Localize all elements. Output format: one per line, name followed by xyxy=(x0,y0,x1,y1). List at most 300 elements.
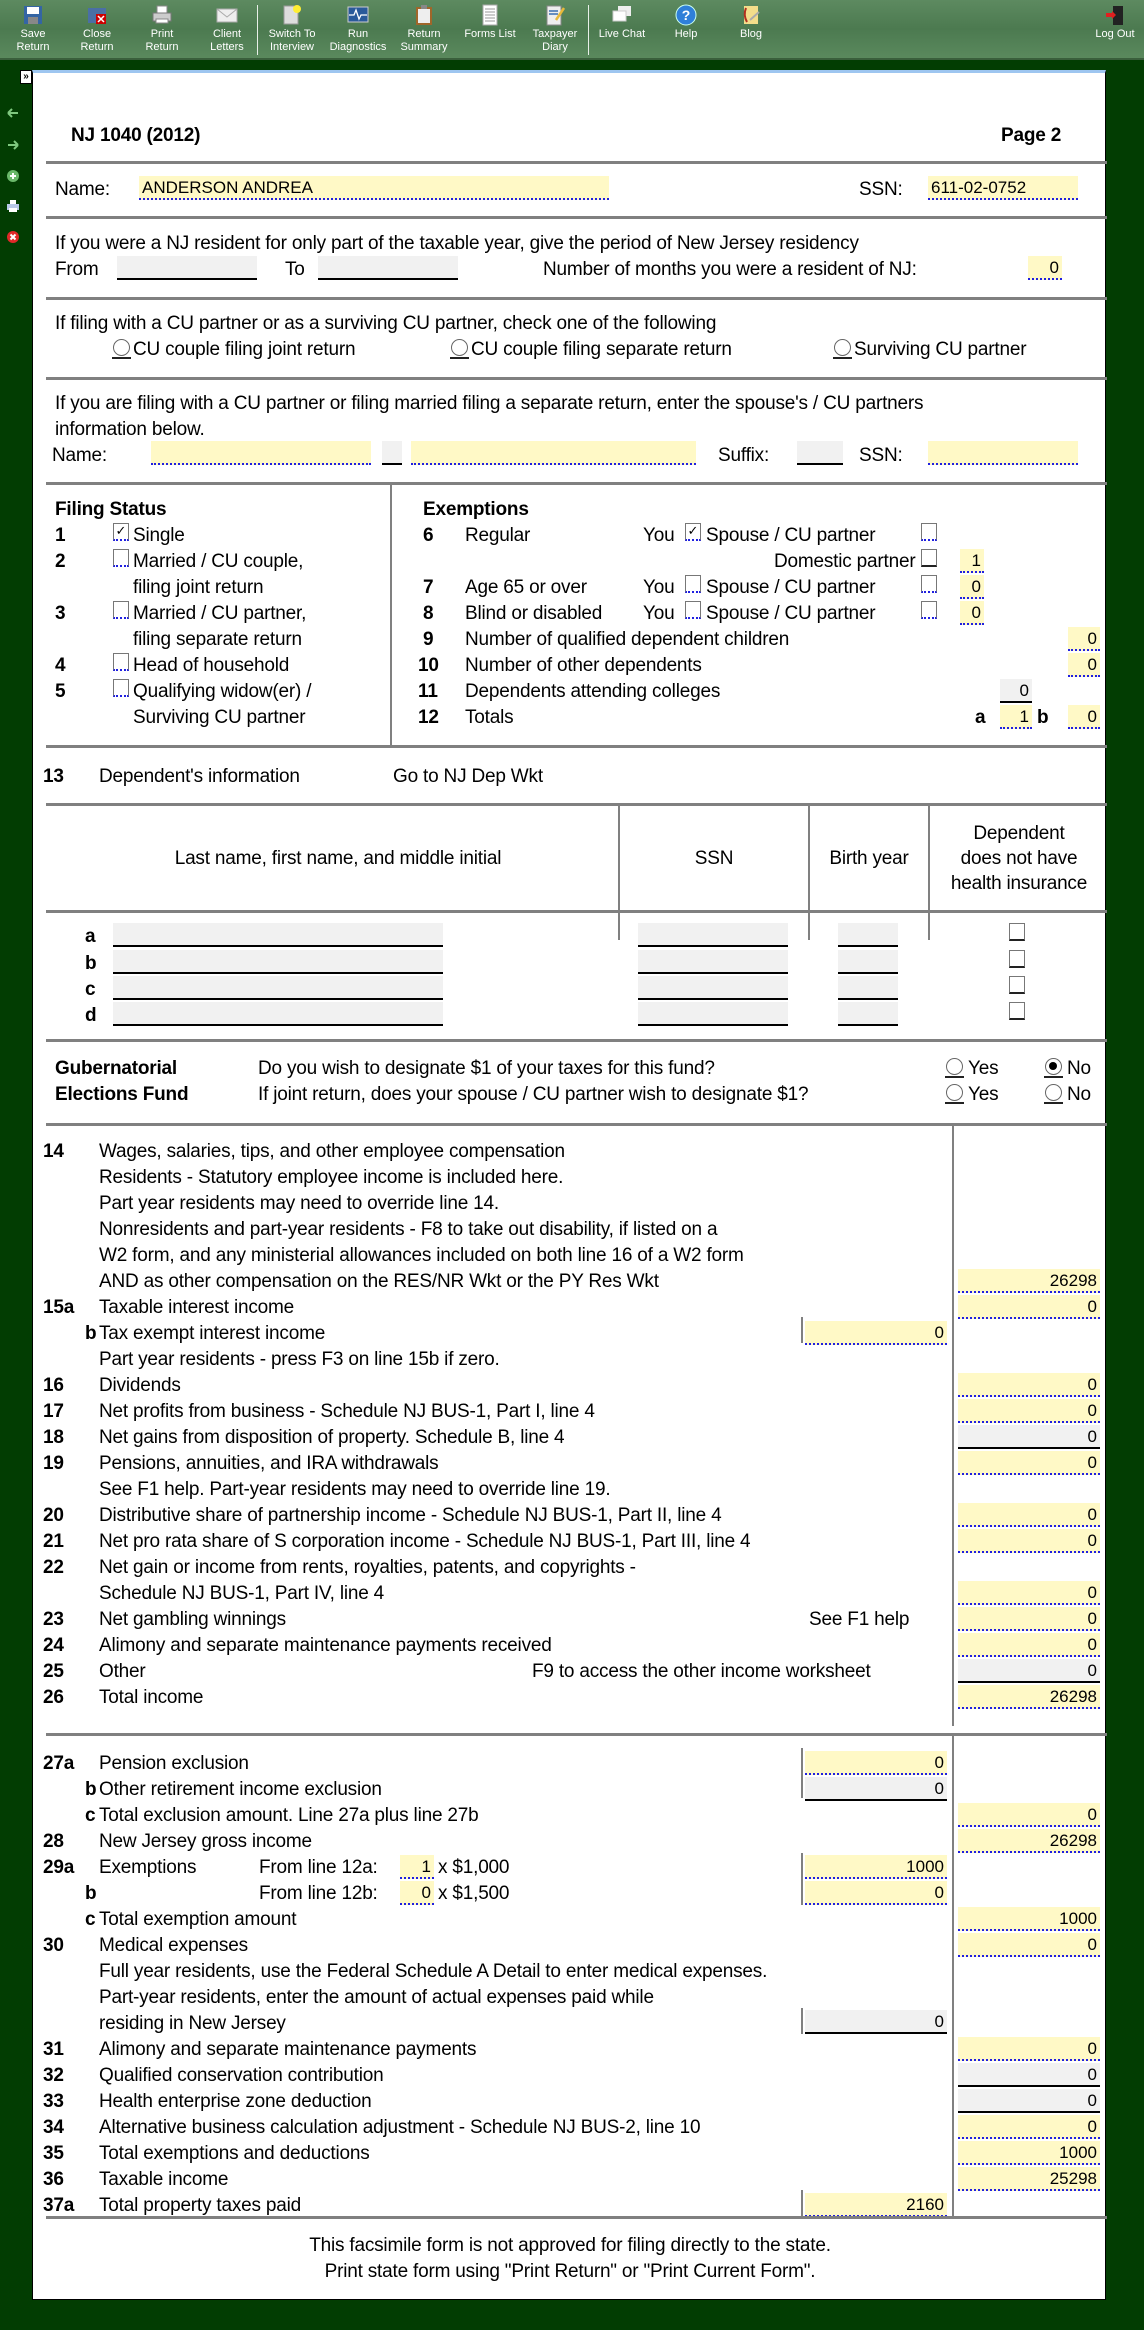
clipboard-icon xyxy=(413,4,435,26)
help-hint: See F1 help xyxy=(809,1609,910,1630)
run-diagnostics-button[interactable] xyxy=(327,4,389,54)
switch-to-interview-button[interactable] xyxy=(261,4,323,54)
divider xyxy=(46,161,1107,164)
label: Return xyxy=(145,41,179,53)
line-label: Wages, salaries, tips, and other employee compensation xyxy=(99,1141,565,1162)
line-label: Total exemption amount xyxy=(99,1909,297,1930)
line-number: 26 xyxy=(43,1687,64,1708)
line-number: 30 xyxy=(43,1935,64,1956)
dependent-birth-year-field[interactable] xyxy=(838,923,898,947)
exemption-label: Totals xyxy=(465,707,514,728)
line-12b-label: b xyxy=(1037,707,1049,728)
line-label: Net gain or income from rents, royalties, patents, and copyrights - xyxy=(99,1557,636,1578)
line-number: 21 xyxy=(43,1531,64,1552)
spouse-text: information below. xyxy=(55,419,205,440)
dependent-ssn-field[interactable] xyxy=(638,950,788,974)
blog-icon xyxy=(740,4,762,26)
column-divider xyxy=(952,1126,954,1726)
line-37a-field[interactable]: 2160 xyxy=(805,2193,947,2217)
form-page xyxy=(32,70,1106,2300)
line-29a-field[interactable]: 1000 xyxy=(805,1855,947,1879)
line-30-part-year-field[interactable]: 0 xyxy=(805,2010,947,2034)
back-arrow-icon[interactable] xyxy=(6,106,20,120)
dependent-name-field[interactable] xyxy=(113,923,443,947)
column-divider xyxy=(801,1853,803,1905)
line-label: Taxable interest income xyxy=(99,1297,295,1318)
line-number: 8 xyxy=(423,603,434,624)
line-33-field[interactable]: 0 xyxy=(958,2089,1100,2113)
cu-option-label: CU couple filing joint return xyxy=(133,339,356,360)
log-out-icon xyxy=(1104,4,1126,26)
column-header-ssn: SSN xyxy=(694,848,734,869)
line-30-field[interactable]: 0 xyxy=(958,1933,1100,1957)
no-insurance-checkbox[interactable] xyxy=(1009,923,1025,941)
filing-status-label: Married / CU partner, xyxy=(133,603,307,624)
exemption-label: Regular xyxy=(465,525,531,546)
taxpayer-diary-button[interactable] xyxy=(524,4,586,54)
line-label: Distributive share of partnership income - Schedule NJ BUS-1, Part II, line 4 xyxy=(99,1505,722,1526)
label: Taxpayer xyxy=(532,28,578,40)
filing-status-label: Single xyxy=(133,525,185,546)
gubernatorial-label: Gubernatorial xyxy=(55,1058,177,1079)
married-separate-checkbox[interactable] xyxy=(113,601,129,619)
line-number: 37a xyxy=(43,2195,75,2216)
divider xyxy=(46,803,1107,806)
line-number: 18 xyxy=(43,1427,64,1448)
single-checkbox[interactable]: ✓ xyxy=(113,523,129,541)
label: Blog xyxy=(739,28,763,40)
line-35-field[interactable]: 1000 xyxy=(958,2141,1100,2165)
from-label: From xyxy=(55,259,99,280)
column-divider xyxy=(801,2190,803,2216)
age65-spouse-checkbox[interactable] xyxy=(921,575,937,593)
regular-spouse-checkbox[interactable] xyxy=(921,523,937,541)
line-11-field[interactable]: 0 xyxy=(1000,679,1032,703)
line-25-field[interactable]: 0 xyxy=(958,1659,1100,1683)
line-label: Pension exclusion xyxy=(99,1753,249,1774)
you-label: You xyxy=(643,603,675,624)
label: Return xyxy=(80,41,114,53)
divider xyxy=(46,482,1107,485)
exemption-label: Number of qualified dependent children xyxy=(465,629,790,650)
yes-label: Yes xyxy=(968,1058,999,1079)
help-button[interactable] xyxy=(655,4,717,41)
blind-you-checkbox[interactable] xyxy=(685,601,701,619)
line-note: Part-year residents, enter the amount of actual expenses paid while xyxy=(99,1987,654,2008)
label: Summary xyxy=(400,41,448,53)
diagnostics-icon xyxy=(347,4,369,26)
line-29b-field[interactable]: 0 xyxy=(805,1881,947,1905)
print-icon[interactable] xyxy=(6,199,20,213)
line-label: Total exclusion amount. Line 27a plus line 27b xyxy=(99,1805,479,1826)
line-label: Exemptions xyxy=(99,1857,197,1878)
line-8-total[interactable]: 0 xyxy=(960,601,984,625)
column-divider xyxy=(928,806,930,940)
line-note: residing in New Jersey xyxy=(99,2013,286,2034)
dependent-name-field[interactable] xyxy=(113,950,443,974)
column-divider xyxy=(801,1317,803,1343)
blind-spouse-checkbox[interactable] xyxy=(921,601,937,619)
line-31-field[interactable]: 0 xyxy=(958,2037,1100,2061)
forward-arrow-icon[interactable] xyxy=(6,138,20,152)
label: Save xyxy=(20,28,46,40)
divider xyxy=(46,216,1107,219)
gubernatorial-question: If joint return, does your spouse / CU partner wish to designate $1? xyxy=(258,1084,809,1105)
filing-status-label: filing separate return xyxy=(133,629,302,650)
filing-status-label: filing joint return xyxy=(133,577,264,598)
line-label: Pensions, annuities, and IRA withdrawals xyxy=(99,1453,439,1474)
divider xyxy=(46,2216,1107,2219)
line-number: 23 xyxy=(43,1609,64,1630)
line-number: 1 xyxy=(55,525,66,546)
line-21-field[interactable]: 0 xyxy=(958,1529,1100,1553)
filing-status-label: Head of household xyxy=(133,655,290,676)
line-number: 16 xyxy=(43,1375,64,1396)
disclaimer-text: Print state form using "Print Return" or "Print Current Form". xyxy=(324,2261,816,2282)
left-rail xyxy=(0,62,30,2330)
dependent-ssn-field[interactable] xyxy=(638,1002,788,1026)
line-note: W2 form, and any ministerial allowances included on both line 16 of a W2 form xyxy=(99,1245,744,1266)
line-12a-field[interactable]: 1 xyxy=(1000,705,1032,729)
column-divider xyxy=(952,1996,954,2216)
go-to-dep-wkt-link[interactable]: Go to NJ Dep Wkt xyxy=(393,766,543,787)
line-note: Part year residents may need to override line 14. xyxy=(99,1193,499,1214)
label: Letters xyxy=(210,41,244,53)
cu-text: If filing with a CU partner or as a surviving CU partner, check one of the following xyxy=(55,313,717,334)
exemptions-heading: Exemptions xyxy=(423,499,529,520)
you-label: You xyxy=(643,525,675,546)
column-divider xyxy=(801,1748,803,1798)
line-label: Net gambling winnings xyxy=(99,1609,286,1630)
domestic-partner-checkbox[interactable] xyxy=(921,549,937,567)
cu-surviving-radio[interactable] xyxy=(834,339,851,356)
married-joint-checkbox[interactable] xyxy=(113,549,129,567)
dependent-ssn-field[interactable] xyxy=(638,923,788,947)
line-note: Residents - Statutory employee income is included here. xyxy=(99,1167,564,1188)
line-29b-count-field[interactable]: 0 xyxy=(400,1881,434,1905)
line-number: 22 xyxy=(43,1557,64,1578)
line-label: Net gains from disposition of property. Schedule B, line 4 xyxy=(99,1427,565,1448)
spouse-yes-radio[interactable] xyxy=(946,1084,963,1101)
forms-list-button[interactable] xyxy=(459,4,521,41)
residency-to-field[interactable] xyxy=(318,256,458,280)
exemption-label: Age 65 or over xyxy=(465,577,587,598)
line-label: Net profits from business - Schedule NJ BUS-1, Part I, line 4 xyxy=(99,1401,595,1422)
line-34-field[interactable]: 0 xyxy=(958,2115,1100,2139)
line-label: Alimony and separate maintenance payments xyxy=(99,2039,477,2060)
line-number: 4 xyxy=(55,655,66,676)
line-number: b xyxy=(85,1323,97,1344)
filing-status-heading: Filing Status xyxy=(55,499,167,520)
close-return-button[interactable] xyxy=(66,4,128,54)
divider xyxy=(46,297,1107,300)
line-12a-label: a xyxy=(975,707,986,728)
cu-separate-radio[interactable] xyxy=(451,339,468,356)
close-return-icon xyxy=(86,4,108,26)
no-insurance-checkbox[interactable] xyxy=(1009,950,1025,968)
row-letter: a xyxy=(85,926,96,947)
gubernatorial-question: Do you wish to designate $1 of your taxes for this fund? xyxy=(258,1058,715,1079)
cu-joint-radio[interactable] xyxy=(113,339,130,356)
diary-icon xyxy=(544,4,566,26)
line-12b-field[interactable]: 0 xyxy=(1068,705,1100,729)
dependent-ssn-field[interactable] xyxy=(638,976,788,1000)
line-number: 13 xyxy=(43,766,64,787)
line-label: Net pro rata share of S corporation income - Schedule NJ BUS-1, Part III, line 4 xyxy=(99,1531,751,1552)
toolbar xyxy=(0,0,1144,60)
line-label: Schedule NJ BUS-1, Part IV, line 4 xyxy=(99,1583,385,1604)
no-insurance-checkbox[interactable] xyxy=(1009,976,1025,994)
line-label: Dividends xyxy=(99,1375,181,1396)
line-number: 27a xyxy=(43,1753,75,1774)
line-number: 10 xyxy=(418,655,439,676)
column-header-birth-year: Birth year xyxy=(829,848,909,869)
label: Switch To xyxy=(268,28,316,40)
yes-label: Yes xyxy=(968,1084,999,1105)
help-hint: F9 to access the other income worksheet xyxy=(532,1661,871,1682)
chat-icon xyxy=(611,4,633,26)
add-icon[interactable] xyxy=(6,169,20,183)
line-9-field[interactable]: 0 xyxy=(1068,627,1100,651)
line-note: Nonresidents and part-year residents - F8 to take out disability, if listed on a xyxy=(99,1219,718,1240)
line-number: 33 xyxy=(43,2091,64,2112)
divider xyxy=(46,910,1107,913)
column-divider xyxy=(952,1736,954,1996)
line-19-field[interactable]: 0 xyxy=(958,1451,1100,1475)
column-header-no-insurance: does not have xyxy=(960,848,1078,869)
from-line-label: From line 12a: xyxy=(259,1857,378,1878)
svg-text:?: ? xyxy=(681,7,691,23)
line-number: 31 xyxy=(43,2039,64,2060)
line-number: 25 xyxy=(43,1661,64,1682)
to-label: To xyxy=(285,259,305,280)
residency-text: If you were a NJ resident for only part of the taxable year, give the period of New Jersey residency xyxy=(55,233,859,254)
exemption-label: Number of other dependents xyxy=(465,655,702,676)
line-label: Other retirement income exclusion xyxy=(99,1779,382,1800)
divider xyxy=(46,1039,1107,1042)
taxpayer-no-radio[interactable] xyxy=(1045,1058,1062,1075)
form-title: NJ 1040 (2012) xyxy=(71,125,201,146)
line-26-field[interactable]: 26298 xyxy=(958,1685,1100,1709)
no-insurance-checkbox[interactable] xyxy=(1009,1002,1025,1020)
line-10-field[interactable]: 0 xyxy=(1068,653,1100,677)
line-number: 24 xyxy=(43,1635,64,1656)
ssn-label: SSN: xyxy=(859,179,903,200)
line-22-field[interactable]: 0 xyxy=(958,1581,1100,1605)
dependent-birth-year-field[interactable] xyxy=(838,976,898,1000)
line-27c-field[interactable]: 0 xyxy=(958,1803,1100,1827)
log-out-button[interactable] xyxy=(1084,4,1144,41)
label: Close xyxy=(82,28,112,40)
multiplier-label: x $1,500 xyxy=(438,1883,510,1904)
label: Run xyxy=(347,28,369,40)
line-number: 17 xyxy=(43,1401,64,1422)
list-icon xyxy=(479,4,501,26)
label: Return xyxy=(16,41,50,53)
line-7-total[interactable]: 0 xyxy=(960,575,984,599)
blog-button[interactable] xyxy=(720,4,782,41)
printer-icon xyxy=(151,4,173,26)
label: Client xyxy=(212,28,242,40)
print-return-button[interactable] xyxy=(131,4,193,54)
gubernatorial-label: Elections Fund xyxy=(55,1084,189,1105)
line-number: c xyxy=(85,1909,96,1930)
line-number: 12 xyxy=(418,707,439,728)
dependent-birth-year-field[interactable] xyxy=(838,1002,898,1026)
line-number: 6 xyxy=(423,525,434,546)
label: Help xyxy=(674,28,698,40)
you-label: You xyxy=(643,577,675,598)
line-32-field[interactable]: 0 xyxy=(958,2063,1100,2087)
months-field[interactable]: 0 xyxy=(1028,256,1062,280)
label: Return xyxy=(407,28,441,40)
dependent-name-field[interactable] xyxy=(113,1002,443,1026)
line-number: 29a xyxy=(43,1857,75,1878)
save-icon xyxy=(22,4,44,26)
divider xyxy=(46,377,1107,380)
line-20-field[interactable]: 0 xyxy=(958,1503,1100,1527)
line-number: 32 xyxy=(43,2065,64,2086)
delete-icon[interactable] xyxy=(6,230,20,244)
disclaimer-text: This facsimile form is not approved for filing directly to the state. xyxy=(309,2235,831,2256)
taxpayer-yes-radio[interactable] xyxy=(946,1058,963,1075)
spouse-text: If you are filing with a CU partner or filing married filing a separate return, enter the spouse's / CU partners xyxy=(55,393,924,414)
label: Forms List xyxy=(464,28,516,40)
suffix-label: Suffix: xyxy=(718,445,770,466)
column-header-name: Last name, first name, and middle initial xyxy=(174,848,502,869)
label: Log Out xyxy=(1095,28,1135,40)
line-number: 20 xyxy=(43,1505,64,1526)
expand-panel-button[interactable]: » xyxy=(20,70,32,84)
spouse-middle-initial-field[interactable] xyxy=(382,441,402,465)
line-18-field[interactable]: 0 xyxy=(958,1425,1100,1449)
line-16-field[interactable]: 0 xyxy=(958,1373,1100,1397)
page-number: Page 2 xyxy=(1001,125,1062,146)
line-number: b xyxy=(85,1883,97,1904)
dependent-name-field[interactable] xyxy=(113,976,443,1000)
no-label: No xyxy=(1067,1058,1091,1079)
qualifying-widow-checkbox[interactable] xyxy=(113,679,129,697)
column-header-no-insurance: health insurance xyxy=(950,873,1088,894)
line-label: Alimony and separate maintenance payments received xyxy=(99,1635,552,1656)
spouse-suffix-field[interactable] xyxy=(797,441,843,465)
line-27b-field[interactable]: 0 xyxy=(805,1777,947,1801)
spouse-name-label: Name: xyxy=(52,445,107,466)
line-24-field[interactable]: 0 xyxy=(958,1633,1100,1657)
line-number: 3 xyxy=(55,603,66,624)
exemption-label: Blind or disabled xyxy=(465,603,603,624)
taxpayer-name-field[interactable]: ANDERSON ANDREA xyxy=(139,176,609,200)
save-return-button[interactable] xyxy=(2,4,64,54)
line-36-field[interactable]: 25298 xyxy=(958,2167,1100,2191)
line-label: Qualified conservation contribution xyxy=(99,2065,384,2086)
spouse-no-radio[interactable] xyxy=(1045,1084,1062,1101)
line-number: 28 xyxy=(43,1831,64,1852)
line-note: AND as other compensation on the RES/NR Wkt or the PY Res Wkt xyxy=(99,1271,659,1292)
domestic-partner-label: Domestic partner xyxy=(774,551,916,572)
line-number: c xyxy=(85,1805,96,1826)
line-note: Part year residents - press F3 on line 15b if zero. xyxy=(99,1349,500,1370)
spouse-last-name-field[interactable] xyxy=(411,441,696,465)
line-23-field[interactable]: 0 xyxy=(958,1607,1100,1631)
dependent-birth-year-field[interactable] xyxy=(838,950,898,974)
line-28-field[interactable]: 26298 xyxy=(958,1829,1100,1853)
live-chat-button[interactable] xyxy=(591,4,653,41)
line-label: New Jersey gross income xyxy=(99,1831,312,1852)
return-summary-button[interactable] xyxy=(393,4,455,54)
line-label: Total exemptions and deductions xyxy=(99,2143,370,2164)
label: Interview xyxy=(269,41,315,53)
column-header-no-insurance: Dependent xyxy=(973,823,1065,844)
line-label: Tax exempt interest income xyxy=(99,1323,326,1344)
filing-status-label: Surviving CU partner xyxy=(133,707,306,728)
line-6-total[interactable]: 1 xyxy=(960,549,984,573)
exemption-label: Dependents attending colleges xyxy=(465,681,721,702)
spouse-label: Spouse / CU partner xyxy=(706,525,876,546)
line-14-field[interactable]: 26298 xyxy=(958,1269,1100,1293)
client-letters-button[interactable] xyxy=(196,4,258,54)
filing-status-label: Married / CU couple, xyxy=(133,551,304,572)
residency-from-field[interactable] xyxy=(117,256,257,280)
line-number: 9 xyxy=(423,629,434,650)
regular-you-checkbox[interactable]: ✓ xyxy=(685,523,701,541)
line-number: 15a xyxy=(43,1297,75,1318)
column-divider xyxy=(808,806,810,940)
label: Diagnostics xyxy=(329,41,387,53)
column-divider xyxy=(801,2008,803,2034)
label: Diary xyxy=(542,41,568,53)
line-number: 2 xyxy=(55,551,66,572)
line-label: Alternative business calculation adjustment - Schedule NJ BUS-2, line 10 xyxy=(99,2117,701,2138)
dependents-label: Dependent's information xyxy=(99,766,300,787)
spouse-ssn-label: SSN: xyxy=(859,445,903,466)
line-label: Taxable income xyxy=(99,2169,229,2190)
head-of-household-checkbox[interactable] xyxy=(113,653,129,671)
line-number: 36 xyxy=(43,2169,64,2190)
line-15a-field[interactable]: 0 xyxy=(958,1295,1100,1319)
divider xyxy=(46,1733,1107,1736)
taxpayer-ssn-field[interactable]: 611-02-0752 xyxy=(928,176,1078,200)
help-icon xyxy=(675,4,697,26)
spouse-label: Spouse / CU partner xyxy=(706,577,876,598)
name-label: Name: xyxy=(55,179,110,200)
line-29a-count-field[interactable]: 1 xyxy=(400,1855,434,1879)
spouse-first-name-field[interactable] xyxy=(151,441,371,465)
toolbar-separator xyxy=(257,5,258,55)
line-15b-field[interactable]: 0 xyxy=(805,1321,947,1345)
line-number: 5 xyxy=(55,681,66,702)
line-number: 34 xyxy=(43,2117,64,2138)
cu-option-label: Surviving CU partner xyxy=(854,339,1027,360)
line-number: 19 xyxy=(43,1453,64,1474)
no-label: No xyxy=(1067,1084,1091,1105)
label: Live Chat xyxy=(598,28,646,40)
row-letter: d xyxy=(85,1005,97,1026)
line-label: Total property taxes paid xyxy=(99,2195,302,2216)
toolbar-separator xyxy=(588,5,589,55)
line-label: Medical expenses xyxy=(99,1935,248,1956)
line-27a-field[interactable]: 0 xyxy=(805,1751,947,1775)
age65-you-checkbox[interactable] xyxy=(685,575,701,593)
label: Print xyxy=(150,28,174,40)
line-29c-field[interactable]: 1000 xyxy=(958,1907,1100,1931)
line-number: b xyxy=(85,1779,97,1800)
line-label: Total income xyxy=(99,1687,204,1708)
spouse-label: Spouse / CU partner xyxy=(706,603,876,624)
line-17-field[interactable]: 0 xyxy=(958,1399,1100,1423)
envelope-icon xyxy=(216,4,238,26)
spouse-ssn-field[interactable] xyxy=(928,441,1078,465)
